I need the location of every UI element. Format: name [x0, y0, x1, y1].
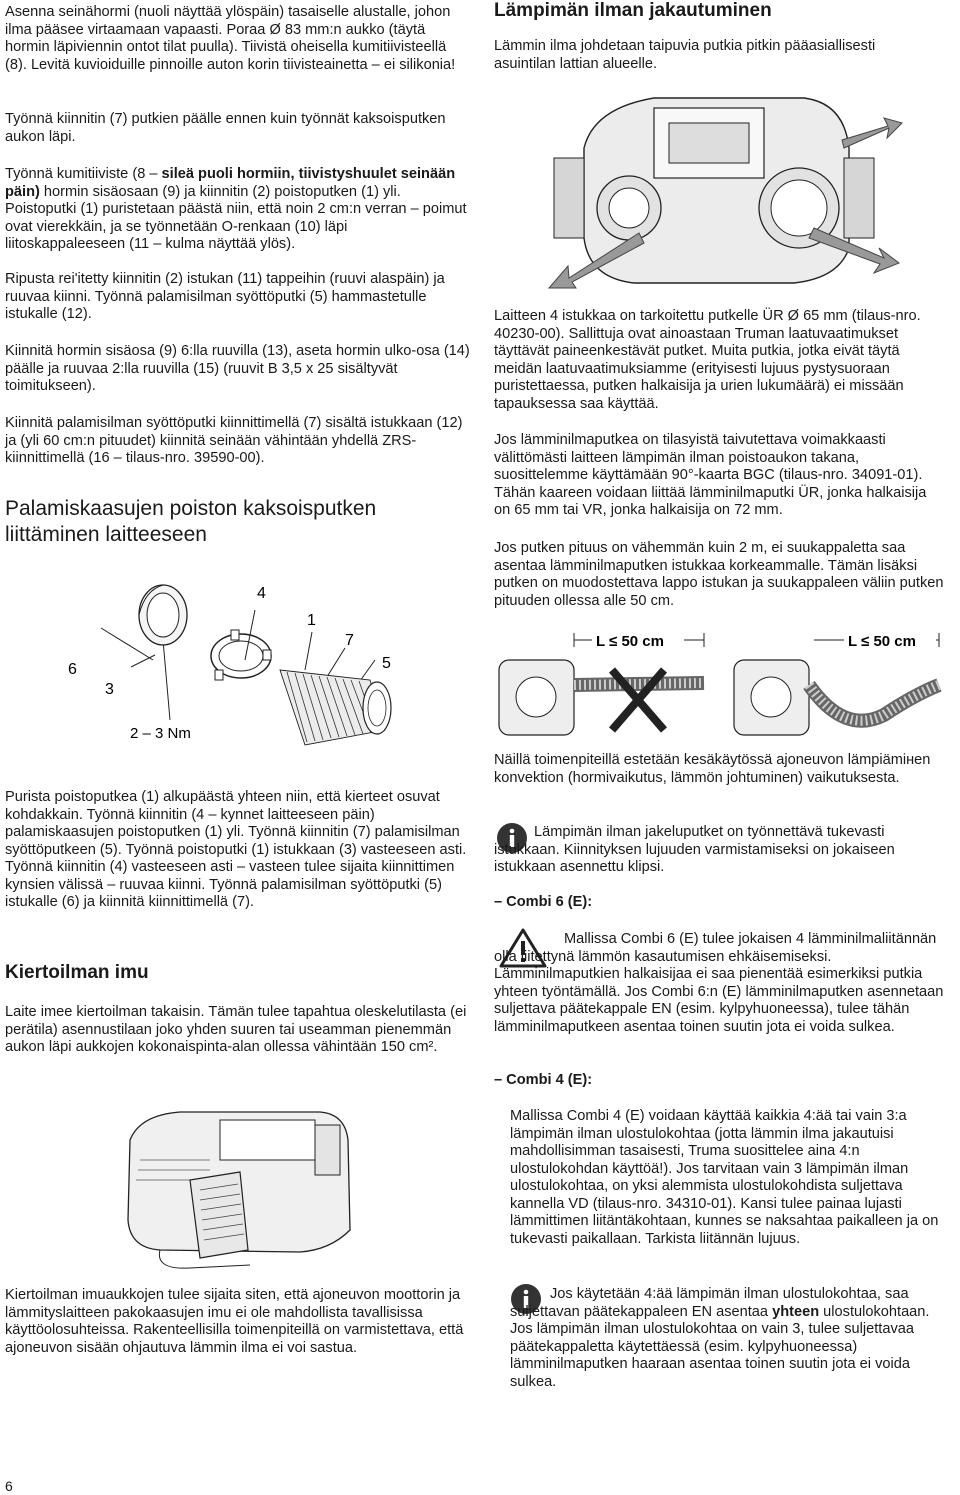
fig1-label-3: 3 — [105, 681, 114, 698]
heading-double-pipe-connection: Palamiskaasujen poiston kaksoisputken liittäminen laitteeseen — [5, 497, 377, 546]
warning-combi-6: Mallissa Combi 6 (E) tulee jokaisen 4 lämminilmaliitännän olla liitettynä lämmön kasautumisen ehkäisemiseksi. Lämminilmaputkien halkaisijaa ei saa pienentää esimerkiksi putkia yhteen työntämällä. Jos Combi 6:n (E) lämminilmaputken asennetaan suljettava päätekappale EN (esim. kylpyhuoneessa), tulee tähän lämminilmaputkeen asentaa toinen suutin jota ei voida sulkea. — [494, 931, 944, 1035]
pipe-length-figure — [494, 625, 944, 745]
heading-combi-4: – Combi 4 (E): — [494, 1072, 593, 1088]
fig1-label-1: 1 — [307, 612, 316, 629]
note-closeable-end-piece: Jos käytetään 4:ää lämpimän ilman ulostulokohtaa, saa suljettavan päätekappaleen EN asentaa yhteen ulostulokohtaan. Jos lämpimän ilman ulostulokohtaa on vain 3, tulee suljettavaa päätekappaletta käytettäessä (esim. kylpyhuoneessa) lämminilmaputken haaraan asentaa toinen suutin jota ei voida sulkea. — [510, 1286, 930, 1390]
paragraph-fix-inner-cowl: Kiinnitä hormin sisäosa (9) 6:lla ruuvilla (13), aseta hormin ulko-osa (14) päälle ja ruuvaa 2:lla ruuvilla (15) (ruuvit B 3,5 x 25 sisältyvät toimitukseen). — [5, 343, 470, 394]
paragraph-combi-4: Mallissa Combi 4 (E) voidaan käyttää kaikkia 4:ää tai vain 3:a lämpimän ilman ulostulokohtaa (jotta lämmin ilma jakautuisi mahdollisimman tasaisesti, Truma suosittelee aina 4:n ulostulokohdan käyttöä!). Jos tarvitaan vain 3 lämpimän ilman ulostulokohtaa, on yksi alemmista ulostulokohdista suljettava kannella VD (tilaus-nro. 34310-01). Kansi tulee painaa lujasti lämmittimen liitäntäkohtaan, kunnes se naksahtaa paikalleen ja on tukevasti paikallaan. Tarkista liitännän lujuus. — [510, 1108, 939, 1247]
paragraph-pipe-requirements: Laitteen 4 istukkaa on tarkoitettu putkelle ÜR Ø 65 mm (tilaus-nro. 40230-00). Sallittuja ovat ainoastaan Truman laatuvaatimukset täyttävät paineenkestävät putket. Muita putkia, jotka eivät täytä meidän laatuvaatimuksiamme (erityisesti lujuus pystysuoraan puristettaessa, putken halkaisija ja urien lukumäärä) ei missään tapauksessa saa käyttää. — [494, 308, 921, 412]
paragraph-air-intake: Laite imee kiertoilman takaisin. Tämän tulee tapahtua oleskelutilasta (ei perätila) asennustilaan joko yhden suuren tai useamman pienemmän aukon läpi aukkojen kokonaispinta-alan ollessa vähintään 150 cm². — [5, 1004, 467, 1055]
note-warm-air-ducts: Lämpimän ilman jakeluputket on työnnettävä tukevasti istukkaan. Kiinnityksen lujuuden varmistamiseksi on jokaiseen istukkaan asennettu klipsi. — [494, 824, 895, 875]
fig1-label-7: 7 — [345, 632, 354, 649]
heading-combi-6: – Combi 6 (E): — [494, 894, 593, 910]
heater-warm-air-figure — [544, 88, 904, 300]
paragraph-bend-recommendation: Jos lämminilmaputkea on tilasyistä taivutettava voimakkaasti välittömästi laitteen lämpimän ilman poistoaukon takana, suosittelemme käyttämään 90°-kaarta BGC (tilaus-nro. 34091-01). Tähän kaareen voidaan liittää lämminilmaputki ÜR, jonka halkaisija on 65 mm tai VR, jonka halkaisija on 72 mm. — [494, 432, 927, 518]
fig1-label-4: 4 — [257, 585, 266, 602]
paragraph-intake-location: Kiertoilman imuaukkojen tulee sijaita siten, että ajoneuvon moottorin ja lämmityslaitteen pakokaasujen imu ei ole mahdollista tavallisissa käyttöolosuhteissa. Rakenteellisilla toimenpiteillä on varmistettava, että ajoneuvon sisään ohjautuva lämmin ilma ei voi sastua. — [5, 1287, 464, 1356]
paragraph-warm-air-ducts: Lämmin ilma johdetaan taipuvia putkia pitkin pääasiallisesti asuintilan lattian alueelle. — [494, 38, 876, 72]
heading-warm-air-distribution: Lämpimän ilman jakautuminen — [494, 0, 772, 21]
paragraph-fix-supply-pipe: Kiinnitä palamisilman syöttöputki kiinnittimellä (7) sisältä istukkaan (12) ja (yli 60 cm:n pituudet) kiinnitä seinään vähintään yhdellä ZRS-kiinnittimellä (16 – tilaus-nro. 39590-00). — [5, 415, 463, 466]
fig1-label-5: 5 — [382, 655, 391, 672]
paragraph-install-wall-cowl: Asenna seinähormi (nuoli näyttää ylöspäin) tasaiselle alustalle, johon ilma pääsee virtaamaan vapaasti. Poraa Ø 83 mm:n aukko (täytä hormin läpiviennin ontot tilat puulla). Tiivistä oheisella kumitiivisteellä (8). Levitä kuvioiduille pinnoille auton korin tiivisteainetta – ei silikonia! — [5, 4, 456, 73]
page-number: 6 — [5, 1478, 13, 1494]
double-pipe-assembly-figure — [5, 570, 470, 750]
dim-label-right: L ≤ 50 cm — [848, 633, 916, 650]
paragraph-hang-clamp: Ripusta rei'itetty kiinnitin (2) istukan (11) tappeihin (ruuvi alaspäin) ja ruuvaa kiinni. Työnnä palamisilman syöttöputki (5) hammastetulle istukalle (12). — [5, 271, 445, 322]
paragraph-compress-exhaust-pipe: Purista poistoputkea (1) alkupäästä yhteen niin, että kierteet osuvat kohdakkain. Työnnä kiinnitin (4 – kynnet laitteeseen päin) palamiskaasujen poistoputken (1) yli. Työnnä kiinnitin (7) palamisilman syöttöputkeen (5). Työnnä poistoputki (1) istukkaan (3) vasteeseen asti. Työnnä kiinnitin (4) vasteeseen asti – vasteen tulee sijaita kiinnittimen kynsien välissä – ruuvaa kiinni. Työnnä palamisilman syöttöputki (5) istukalle (6) ja kiinnitä kiinnittimellä (7). — [5, 789, 467, 910]
fig1-torque-label: 2 – 3 Nm — [130, 725, 191, 742]
dim-label-left: L ≤ 50 cm — [596, 633, 664, 650]
heading-circulating-air-intake: Kiertoilman imu — [5, 962, 149, 983]
fig1-label-6: 6 — [68, 661, 77, 678]
paragraph-convection-prevention: Näillä toimenpiteillä estetään kesäkäytössä ajoneuvon lämpiämінen konvektion (hormivaikutus, lämmön johtuminen) vaikutuksesta. — [494, 752, 931, 786]
paragraph-rubber-seal: Työnnä kumitiiviste (8 – sileä puoli hormiin, tiivistyshuulet seinään päin) hormin sisäosaan (9) ja kiinnitin (2) poistoputken (1) yli. Poistoputki (1) puristetaan päästä niin, että noin 2 cm:n verran – poimut ovat vierekkäin, ja se työnnetään O-renkaan (10) läpi liitoskappaleeseen (11 – kulma näyttää ylös). — [5, 166, 467, 252]
heater-circulating-air-figure — [100, 1100, 380, 1275]
paragraph-siphon: Jos putken pituus on vähemmän kuin 2 m, ei suukappaletta saa asentaa lämminilmaputken istukkaa korkeammalle. Tämän lisäksi putken on muodostettava lappo istukan ja suukappaleen väliin putken pituuden ollessa alle 50 cm. — [494, 540, 944, 609]
paragraph-push-clamp: Työnnä kiinnitin (7) putkien päälle ennen kuin työnnät kaksoisputken aukon läpi. — [5, 111, 446, 145]
